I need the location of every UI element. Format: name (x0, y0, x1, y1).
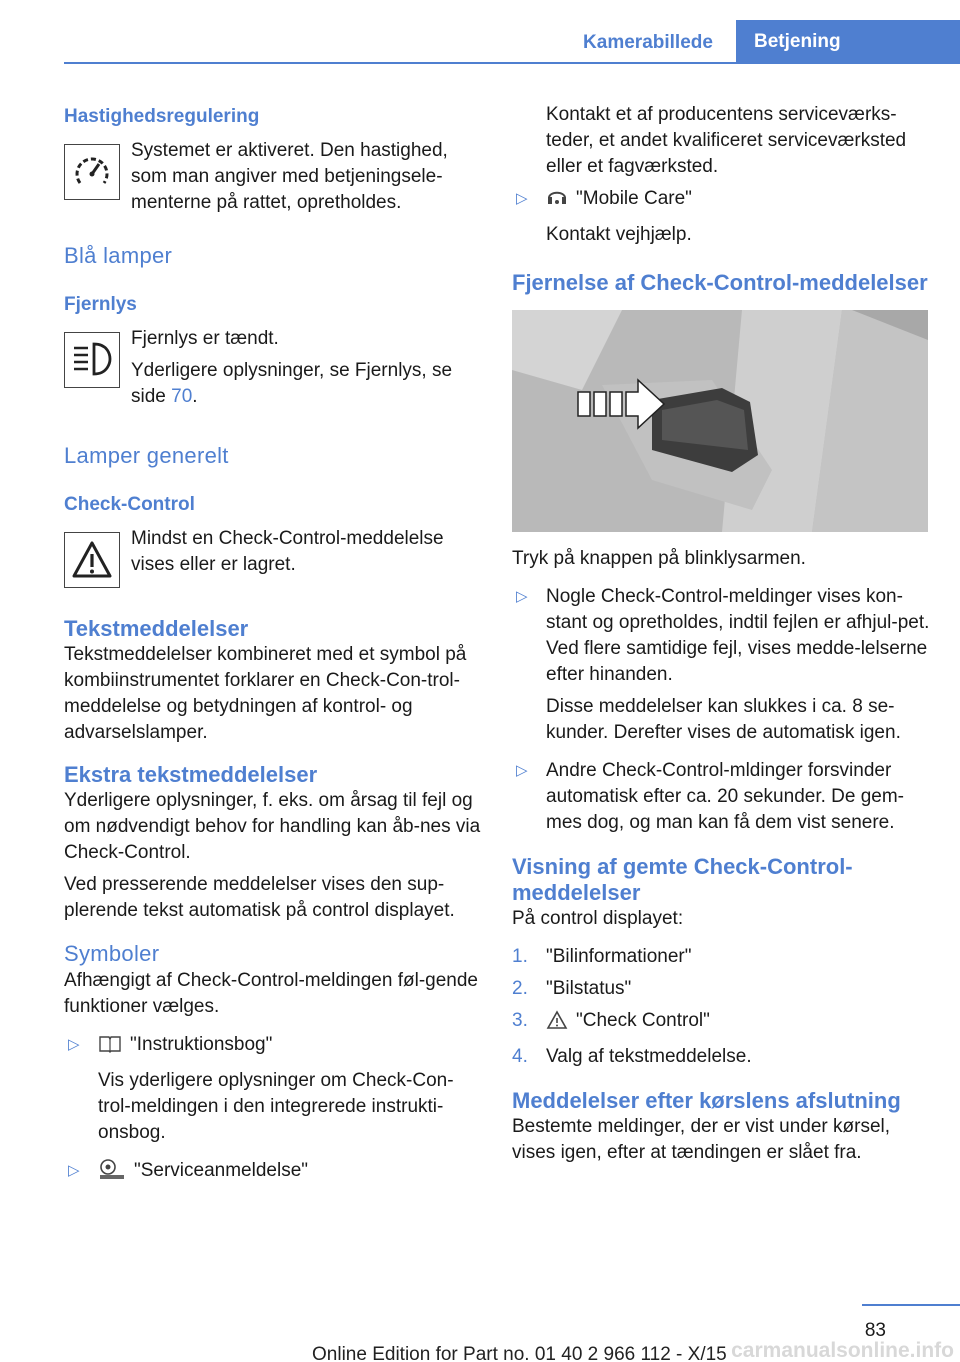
general-lamps-heading: Lamper generelt (64, 443, 229, 468)
speed-row (64, 138, 484, 216)
left-column (64, 100, 484, 1194)
extra-text-heading: Ekstra tekstmeddelelser (64, 762, 318, 787)
list-item-constant (512, 584, 932, 752)
auto-hide-text: Andre Check-Control-mldinger forsvinder automatisk efter ca. 20 sekunder. De gem-mes dog, og man kan få dem vist senere. (546, 760, 905, 833)
speed-heading: Hastighedsregulering (64, 106, 260, 127)
manual-label: "Instruktionsbog" (130, 1034, 273, 1055)
highbeam-more (131, 358, 484, 410)
symbols-body: Afhængigt af Check-Control-meldingen føl-gende funktioner vælges. (64, 970, 478, 1017)
extra-text-body-2: Ved presserende meddelelser vises den sup-plerende tekst automatisk på control displayet. (64, 874, 455, 921)
list-item-auto-hide (512, 758, 932, 836)
check-control-heading: Check-Control (64, 494, 195, 515)
list-item-mobile-care (512, 186, 932, 254)
remove-heading: Fjernelse af Check-Control-meddelelser (512, 270, 928, 295)
after-drive-heading: Meddelelser efter kørslens afslutning (512, 1088, 901, 1113)
press-text: Tryk på knappen på blinklysarmen. (512, 548, 806, 569)
service-label: "Serviceanmeldelse" (134, 1160, 309, 1181)
text-messages-heading: Tekstmeddelelser (64, 616, 249, 641)
step-number: 2. (512, 978, 528, 999)
highbeam-row (64, 326, 484, 416)
warning-triangle-icon (546, 1010, 568, 1038)
speedometer-icon (64, 144, 120, 200)
check-control-row (64, 526, 484, 588)
check-control-text: Mindst en Check-Control-meddelelse vises eller er lagret. (131, 528, 444, 575)
page-link-70[interactable]: 70 (171, 386, 193, 407)
step-3 (512, 1008, 932, 1038)
right-column (512, 102, 932, 1172)
bullet-marker: ▷ (516, 588, 528, 605)
footer-divider (862, 1304, 960, 1306)
step-text: Valg af tekstmeddelelse. (546, 1046, 752, 1067)
service-icon (98, 1158, 126, 1188)
step-text: "Bilinformationer" (546, 946, 692, 967)
extra-text-body-1: Yderligere oplysninger, f. eks. om årsag til fejl og om nødvendigt behov for handling kan åb-nes via Check-Control. (64, 790, 481, 863)
manual-text: Vis yderligere oplysninger om Check-Con-trol-meldingen i den integrerede instrukti-onsbog. (98, 1070, 454, 1143)
step-1 (512, 944, 932, 970)
list-item-service (64, 1158, 484, 1188)
bullet-marker: ▷ (68, 1162, 80, 1179)
symbols-heading: Symboler (64, 941, 160, 966)
mobile-care-label: "Mobile Care" (576, 188, 692, 209)
bullet-marker: ▷ (68, 1036, 80, 1053)
step-4 (512, 1044, 932, 1070)
step-number: 4. (512, 1046, 528, 1067)
step-number: 3. (512, 1010, 528, 1031)
after-drive-text: Bestemte meldinger, der er vist under kørsel, vises igen, efter at tændingen er slået fra. (512, 1116, 891, 1163)
text-messages-body: Tekstmeddelelser kombineret med et symbol på kombiinstrumentet forklarer en Check-Con-trol-meddelelse og betydningen af kontrol- og advarselslamper. (64, 644, 467, 743)
speed-text: Systemet er aktiveret. Den hastighed, som man angiver med betjeningsele-menterne på rattet, opretholdes. (131, 140, 448, 213)
show-stored-heading: Visning af gemte Check-Control-meddelelser (512, 854, 853, 905)
tab-betjening[interactable]: Betjening (736, 20, 960, 64)
bullet-marker: ▷ (516, 762, 528, 779)
step-number: 1. (512, 946, 528, 967)
highbeam-text: Fjernlys er tændt. (131, 328, 279, 349)
warning-triangle-icon (64, 532, 120, 588)
step-text: "Bilstatus" (546, 978, 632, 999)
step-text: "Check Control" (576, 1010, 710, 1031)
high-beam-icon (64, 332, 120, 388)
page-number: 83 (864, 1320, 886, 1341)
bullet-marker: ▷ (516, 190, 528, 207)
step-2 (512, 976, 932, 1002)
edition-text: Online Edition for Part no. 01 40 2 966 112 - X/15 (312, 1344, 727, 1362)
hide-text: Disse meddelelser kan slukkes i ca. 8 se-kunder. Derefter vises de automatisk igen. (546, 696, 901, 743)
blue-lamps-heading: Blå lamper (64, 243, 173, 268)
mobile-care-icon (546, 186, 568, 216)
book-icon (98, 1034, 122, 1062)
list-item-manual (64, 1032, 484, 1152)
highbeam-more-end: . (192, 386, 198, 407)
turn-signal-lever-image (512, 310, 928, 532)
mobile-care-text: Kontakt vejhjælp. (546, 224, 692, 245)
tab-kamerabillede[interactable]: Kamerabillede (583, 32, 713, 53)
show-intro: På control displayet: (512, 908, 684, 929)
watermark: carmanualsonline.info (731, 1339, 954, 1362)
highbeam-more-text: Yderligere oplysninger, se Fjernlys, se side (131, 360, 453, 407)
service-text: Kontakt et af producentens serviceværks-teder, et andet kvalificeret serviceværksted eller et fagværksted. (546, 104, 907, 177)
constant-text: Nogle Check-Control-meldinger vises kon-stant og opretholdes, indtil fejlen er afhjul-pet. Ved flere samtidige fejl, vises medde-lelserne efter hinanden. (546, 586, 930, 685)
header-divider (64, 62, 960, 64)
highbeam-heading: Fjernlys (64, 294, 137, 315)
